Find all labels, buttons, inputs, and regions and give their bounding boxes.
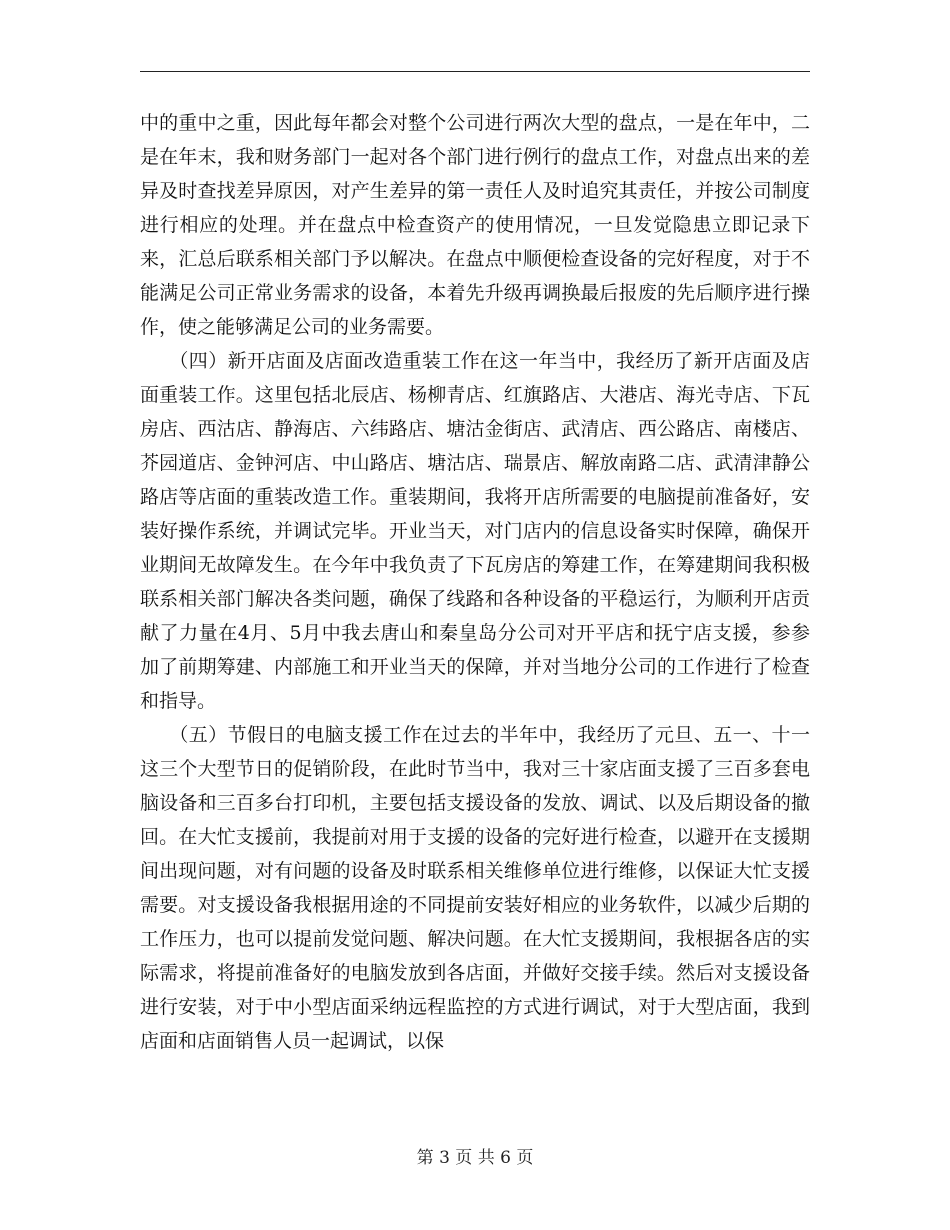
- page-footer: 第 3 页 共 6 页: [416, 1148, 534, 1168]
- paragraph-new-stores: （四）新开店面及店面改造重装工作在这一年当中，我经历了新开店面及店面重装工作。这里包括北辰店、杨柳青店、红旗路店、大港店、海光寺店、下瓦房店、西沽店、静海店、六纬路店、塘沽金街店、武清店、西公路店、南楼店、芥园道店、金钟河店、中山路店、塘沽店、瑞景店、解放南路二店、武清津静公路店等店面的重装改造工作。重装期间，我将开店所需要的电脑提前准备好，安装好操作系统，并调试完毕。开业当天，对门店内的信息设备实时保障，确保开业期间无故障发生。在今年中我负责了下瓦房店的筹建工作，在筹建期间我积极联系相关部门解决各类问题，确保了线路和各种设备的平稳运行，为顺利开店贡献了力量在4月、5月中我去唐山和秦皇岛分公司对开平店和抚宁店支援，参参加了前期筹建、内部施工和开业当天的保障，并对当地分公司的工作进行了检查和指导。: [140, 350, 810, 712]
- header-rule: [140, 71, 810, 72]
- document-body: [140, 106, 810, 1058]
- paragraph-holiday-support: （五）节假日的电脑支援工作在过去的半年中，我经历了元旦、五一、十一这三个大型节日的促销阶段，在此时节当中，我对三十家店面支援了三百多套电脑设备和三百多台打印机，主要包括支援设备的发放、调试、以及后期设备的撤回。在大忙支援前，我提前对用于支援的设备的完好进行检查，以避开在支援期间出现问题，对有问题的设备及时联系相关维修单位进行维修，以保证大忙支援需要。对支援设备我根据用途的不同提前安装好相应的业务软件，以减少后期的工作压力，也可以提前发觉问题、解决问题。在大忙支援期间，我根据各店的实际需求，将提前准备好的电脑发放到各店面，并做好交接手续。然后对支援设备进行安装，对于中小型店面采纳远程监控的方式进行调试，对于大型店面，我到店面和店面销售人员一起调试，以保: [140, 724, 810, 1052]
- paragraph-inventory: 中的重中之重，因此每年都会对整个公司进行两次大型的盘点，一是在年中，二是在年末，我和财务部门一起对各个部门进行例行的盘点工作，对盘点出来的差异及时查找差异原因，对产生差异的第一责任人及时追究其责任，并按公司制度进行相应的处理。并在盘点中检查资产的使用情况，一旦发觉隐患立即记录下来，汇总后联系相关部门予以解决。在盘点中顺便检查设备的完好程度，对于不能满足公司正常业务需求的设备，本着先升级再调换最后报废的先后顺序进行操作，使之能够满足公司的业务需要。: [140, 112, 810, 338]
